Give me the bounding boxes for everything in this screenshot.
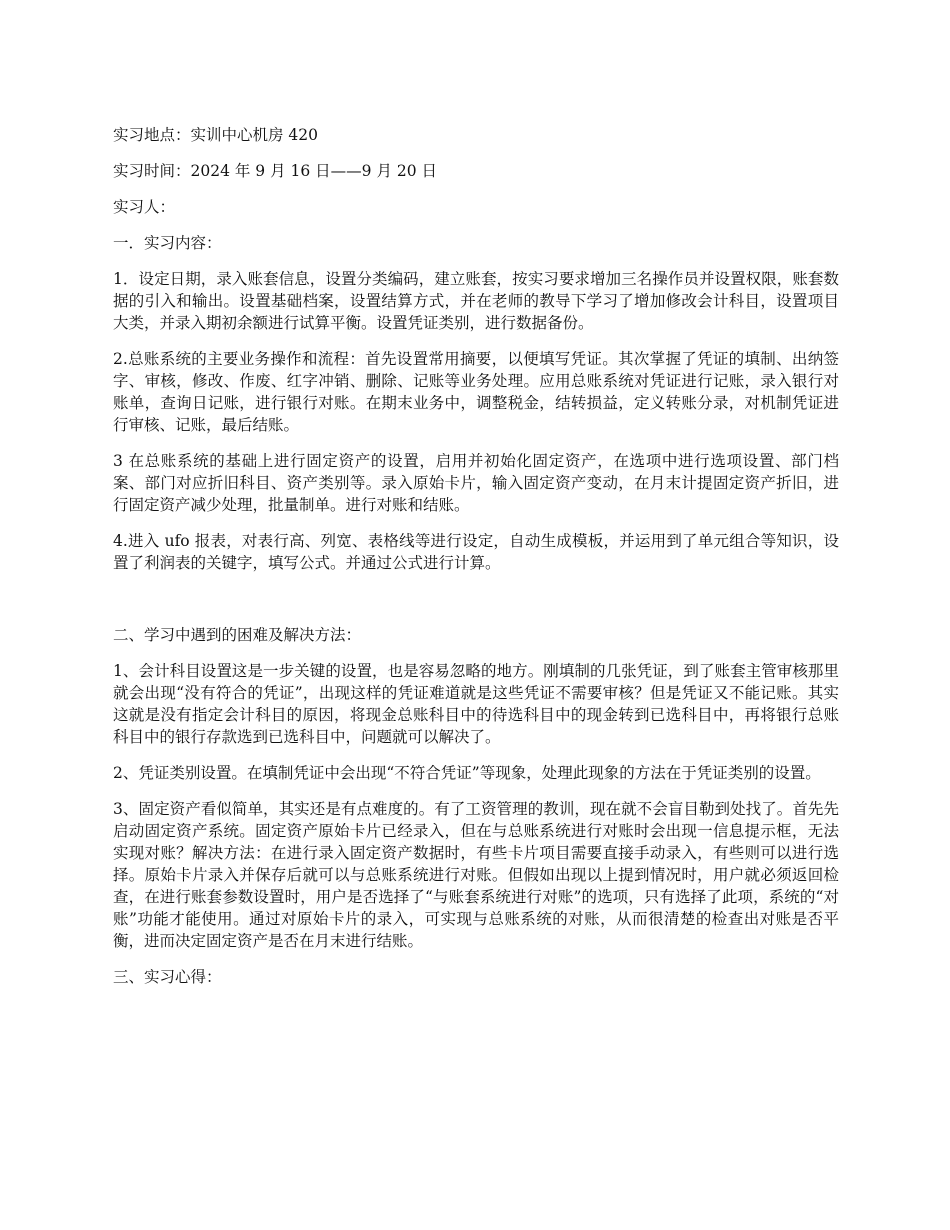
practice-time: 实习时间：2024 年 9 月 16 日——9 月 20 日 [113,162,438,180]
section-heading-reflections: 三、实习心得： [113,968,222,986]
content-paragraph-2: 2.总账系统的主要业务操作和流程：首先设置常用摘要，以便填写凭证。其次掌握了凭证的填制、出纳签字、审核，修改、作废、红字冲销、删除、记账等业务处理。应用总账系统对凭证进行记账，录入银行对账单，查询日记账，进行银行对账。在期末业务中，调整税金，结转损益，定义转账分录，对机制凭证进行审核、记账，最后结账。 [113,350,839,434]
content-paragraph-3: 3 在总账系统的基础上进行固定资产的设置，启用并初始化固定资产，在选项中进行选项设置、部门档案、部门对应折旧科目、资产类别等。录入原始卡片，输入固定资产变动，在月末计提固定资产折旧，进行固定资产减少处理，批量制单。进行对账和结账。 [113,452,839,514]
difficulty-paragraph-1: 1、会计科目设置这是一步关键的设置，也是容易忽略的地方。刚填制的几张凭证，到了账套主管审核那里就会出现“没有符合的凭证”，出现这样的凭证难道就是这些凭证不需要审核？但是凭证又不能记账。其实这就是没有指定会计科目的原因，将现金总账科目中的待选科目中的现金转到已选科目中，再将银行总账科目中的银行存款选到已选科目中，问题就可以解决了。 [113,662,839,746]
section-heading-content: 一．实习内容： [113,234,222,252]
practice-person: 实习人： [113,198,176,216]
difficulty-paragraph-2: 2、凭证类别设置。在填制凭证中会出现“不符合凭证”等现象，处理此现象的方法在于凭证类别的设置。 [113,764,821,782]
practice-location: 实习地点：实训中心机房 420 [113,126,319,144]
section-spacer [113,588,839,624]
content-paragraph-4: 4.进入 ufo 报表，对表行高、列宽、表格线等进行设定，自动生成模板，并运用到了单元组合等知识，设置了利润表的关键字，填写公式。并通过公式进行计算。 [113,532,839,572]
section-heading-difficulties: 二、学习中遇到的困难及解决方法： [113,626,362,644]
content-paragraph-1: 1．设定日期，录入账套信息，设置分类编码，建立账套，按实习要求增加三名操作员并设置权限，账套数据的引入和输出。设置基础档案，设置结算方式，并在老师的教导下学习了增加修改会计科目，设置项目大类，并录入期初余额进行试算平衡。设置凭证类别，进行数据备份。 [113,270,839,332]
document-body [113,124,839,1002]
difficulty-paragraph-3: 3、固定资产看似简单，其实还是有点难度的。有了工资管理的教训，现在就不会盲目勒到处找了。首先先启动固定资产系统。固定资产原始卡片已经录入，但在与总账系统进行对账时会出现一信息提示框，无法实现对账？解决方法：在进行录入固定资产数据时，有些卡片项目需要直接手动录入，有些则可以进行选择。原始卡片录入并保存后就可以与总账系统进行对账。但假如出现以上提到情况时，用户就必须返回检查，在进行账套参数设置时，用户是否选择了“与账套系统进行对账”的选项，只有选择了此项，系统的“对账”功能才能使用。通过对原始卡片的录入，可实现与总账系统的对账，从而很清楚的检查出对账是否平衡，进而决定固定资产是否在月末进行结账。 [113,800,839,950]
